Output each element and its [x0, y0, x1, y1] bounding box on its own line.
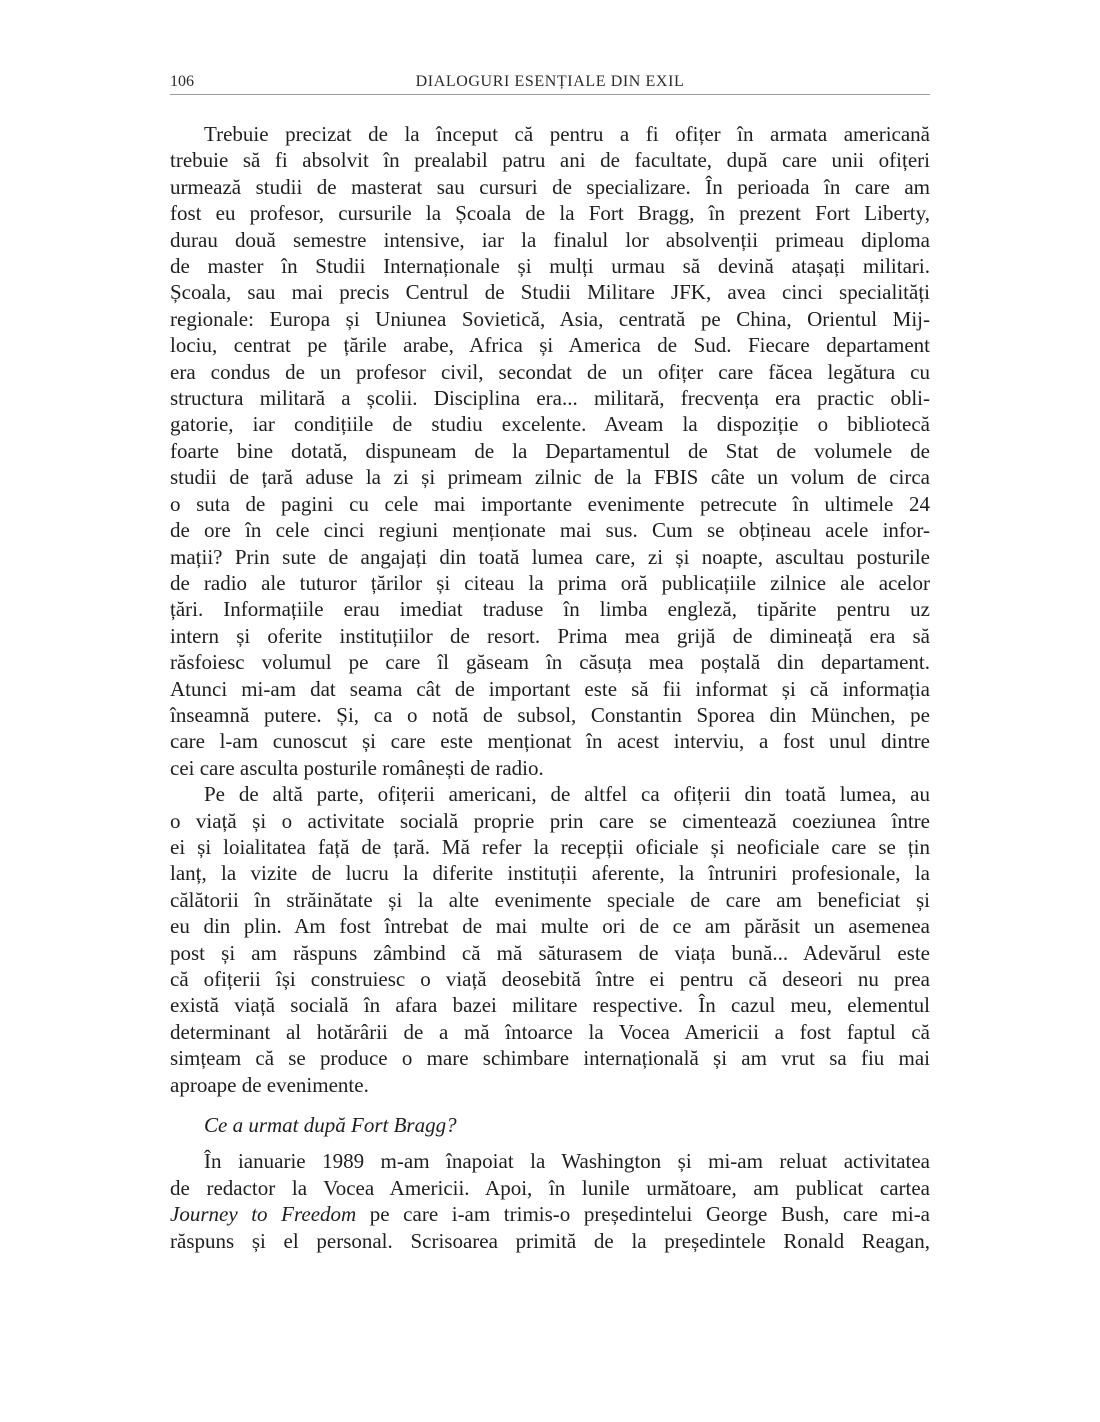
text-line: eu din plin. Am fost întrebat de mai multe ori de ce am părăsit un asemenea: [170, 914, 930, 939]
text-line: există viață socială în afara bazei militare respective. În cazul meu, elementul: [170, 993, 930, 1018]
text-line: Pe de altă parte, ofițerii americani, de altfel ca ofițerii din toată lumea, au: [204, 782, 930, 807]
text-line: călătorii în străinătate și la alte evenimente speciale de care am beneficiat și: [170, 887, 930, 912]
text-line: răspuns și el personal. Scrisoarea primită de la președintele Ronald Reagan,: [170, 1228, 930, 1253]
page-number: 106: [170, 73, 194, 90]
body-text: [170, 121, 930, 1254]
text-line: gatorie, iar condițiile de studiu excelente. Aveam la dispoziție o bibliotecă: [170, 412, 930, 437]
text-line: Atunci mi-am dat seama cât de important este să fii informat și că informația: [170, 676, 930, 701]
text-line: post și am răspuns zâmbind că mă săturasem de viața bună... Adevărul este: [170, 940, 930, 965]
text-line: Trebuie precizat de la început că pentru a fi ofițer în armata americană: [204, 122, 930, 146]
text-line: foarte bine dotată, dispuneam de la Departamentul de Stat de volumele de: [170, 438, 930, 463]
text-line: intern și oferite instituțiilor de resort. Prima mea grijă de dimineață era să: [170, 623, 930, 648]
text-line: Școala, sau mai precis Centrul de Studii Militare JFK, avea cinci specialități: [170, 280, 930, 305]
text-line: durau două semestre intensive, iar la finalul lor absolvenții primeau diploma: [170, 227, 930, 252]
text-line: lanț, la vizite de lucru la diferite instituții aferente, la întruniri profesionale, la: [170, 861, 930, 886]
text-fragment: pe care i-am trimis-o președintelui George Bush, care mi-a: [356, 1202, 931, 1227]
text-line: trebuie să fi absolvit în prealabil patru ani de facultate, după care unii ofițeri: [170, 148, 930, 173]
text-line: răsfoiesc volumul pe care îl găseam în căsuța mea poștală din departament.: [170, 650, 930, 675]
paragraph-2: [170, 781, 930, 1098]
book-title: DIALOGURI ESENȚIALE DIN EXIL: [415, 73, 685, 90]
text-line: de ore în cele cinci regiuni menționate mai sus. Cum se obțineau acele infor-: [170, 518, 930, 543]
text-line: cei care asculta posturile românești de radio.: [170, 755, 544, 780]
text-line: o viață și o activitate socială proprie prin care se cimentează coeziunea între: [170, 808, 930, 833]
text-line: de radio ale tuturor țărilor și citeau la prima oră publicațiile zilnice ale acelor: [170, 570, 930, 595]
text-line: că ofițerii își construiesc o viață deosebită între ei pentru că deseori nu prea: [170, 967, 930, 991]
text-line: țări. Informațiile erau imediat traduse în limba engleză, tipărite pentru uz: [170, 597, 930, 622]
book-title-reference: Journey to Freedom: [170, 1202, 357, 1227]
text-line: care l-am cunoscut și care este menționat în acest interviu, a fost unul dintre: [170, 729, 930, 754]
text-line: mații? Prin sute de angajați din toată lumea care, zi și noapte, ascultau posturile: [170, 544, 930, 569]
paragraph-1: [170, 121, 930, 781]
text-line: În ianuarie 1989 m-am înapoiat la Washington și mi-am reluat activitatea: [204, 1149, 930, 1174]
text-line: lociu, centrat pe țările arabe, Africa și America de Sud. Fiecare departament: [170, 333, 930, 358]
text-line: urmează studii de masterat sau cursuri de specializare. În perioada în care am: [170, 174, 930, 199]
text-line: studii de țară aduse la zi și primeam zilnic de la FBIS câte un volum de circa: [170, 465, 930, 490]
running-header: [170, 72, 930, 95]
interview-question: Ce a urmat după Fort Bragg?: [204, 1113, 457, 1138]
text-line: ei și loialitatea față de țară. Mă refer la recepții oficiale și neoficiale care se țin: [170, 834, 930, 859]
text-line: de redactor la Vocea Americii. Apoi, în lunile următoare, am publicat cartea: [170, 1175, 930, 1200]
text-line: regionale: Europa și Uniunea Sovietică, Asia, centrată pe China, Orientul Mij-: [170, 306, 930, 331]
text-line: simțeam că se produce o mare schimbare internațională și am vrut sa fiu mai: [170, 1046, 930, 1071]
text-line: înseamnă putere. Și, ca o notă de subsol, Constantin Sporea din München, pe: [170, 702, 930, 727]
paragraph-3: [170, 1148, 930, 1254]
text-line: structura militară a școlii. Disciplina era... militară, frecvența era practic obli-: [170, 386, 930, 411]
text-line: aproape de evenimente.: [170, 1072, 369, 1097]
text-line: o suta de pagini cu cele mai importante evenimente petrecute în ultimele 24: [170, 491, 930, 516]
text-line: era condus de un profesor civil, secondat de un ofițer care făcea legătura cu: [170, 359, 930, 384]
text-line: [170, 1201, 930, 1227]
text-line: determinant al hotărârii de a mă întoarce la Vocea Americii a fost faptul că: [170, 1019, 930, 1044]
text-line: de master în Studii Internaționale și mulți urmau să devină atașați militari.: [170, 254, 930, 279]
book-page: [170, 72, 930, 1254]
text-line: fost eu profesor, cursurile la Școala de la Fort Bragg, în prezent Fort Liberty,: [170, 201, 930, 226]
